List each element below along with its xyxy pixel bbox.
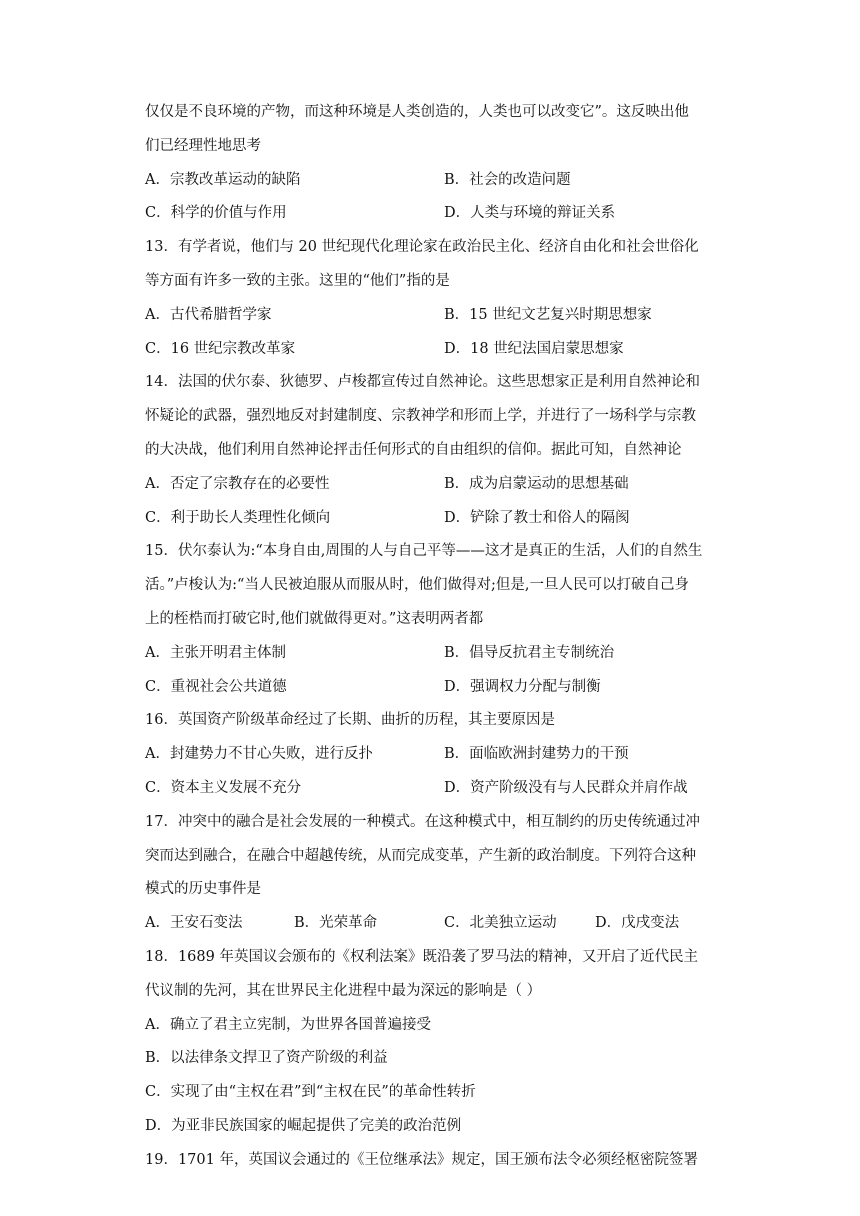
options-row xyxy=(145,907,720,941)
question-text-line: 活。”卢梭认为:“当人民被迫服从而服从时，他们做得对;但是,一旦人民可以打破自己身 xyxy=(145,577,689,594)
option-c: C．16 世纪宗教改革家 xyxy=(145,340,296,357)
option-d: D．为亚非民族国家的崛起提供了完美的政治范例 xyxy=(145,1117,462,1134)
options-row xyxy=(145,468,720,502)
question-19 xyxy=(145,1144,720,1178)
option-a: A．封建势力不甘心失败，进行反扑 xyxy=(145,746,373,763)
question-text-line: 19．1701 年，英国议会通过的《王位继承法》规定，国王颁布法令必须经枢密院签署 xyxy=(145,1151,698,1168)
option-a: A．确立了君主立宪制，为世界各国普遍接受 xyxy=(145,1016,431,1033)
option-b: B．15 世纪文艺复兴时期思想家 xyxy=(444,306,652,323)
option-c: C．科学的价值与作用 xyxy=(145,205,287,222)
question-17 xyxy=(145,806,720,941)
question-text-line: 们已经理性地思考 xyxy=(145,137,261,154)
options-row xyxy=(145,738,720,772)
options-row xyxy=(145,772,720,806)
question-text-line: 18．1689 年英国议会颁布的《权利法案》既沿袭了罗马法的精神，又开启了近代民主 xyxy=(145,948,698,965)
option-a: A．否定了宗教存在的必要性 xyxy=(145,475,330,492)
option-c: C．利于助长人类理性化倾向 xyxy=(145,509,331,526)
options-row xyxy=(145,299,720,333)
question-12-continuation xyxy=(145,96,720,231)
option-c: C．资本主义发展不充分 xyxy=(145,779,302,796)
option-d: D．资产阶级没有与人民群众并肩作战 xyxy=(444,779,688,796)
question-text-line: 代议制的先河，其在世界民主化进程中最为深远的影响是（ ） xyxy=(145,982,542,999)
question-13 xyxy=(145,231,720,366)
question-text-line: 模式的历史事件是 xyxy=(145,881,261,898)
options-row xyxy=(145,671,720,705)
option-b: B．成为启蒙运动的思想基础 xyxy=(444,475,629,492)
option-b: B．倡导反抗君主专制统治 xyxy=(444,644,615,661)
option-c: C．实现了由“主权在君”到“主权在民”的革命性转折 xyxy=(145,1084,476,1101)
option-c: C．北美独立运动 xyxy=(444,915,557,932)
options-row xyxy=(145,502,720,536)
option-d: D．强调权力分配与制衡 xyxy=(444,678,601,695)
options-row xyxy=(145,333,720,367)
question-text-line: 上的桎梏而打破它时,他们就做得更对。”这表明两者都 xyxy=(145,610,484,627)
question-14 xyxy=(145,366,720,535)
option-c: C．重视社会公共道德 xyxy=(145,678,287,695)
question-text-line: 的大决战，他们利用自然神论抨击任何形式的自由组织的信仰。据此可知，自然神论 xyxy=(145,441,682,458)
question-text-line: 仅仅是不良环境的产物，而这种环境是人类创造的，人类也可以改变它”。这反映出他 xyxy=(145,104,689,120)
options-row xyxy=(145,164,720,198)
question-content xyxy=(145,96,720,1178)
option-b: B．社会的改造问题 xyxy=(444,171,571,188)
option-b: B．光荣革命 xyxy=(294,915,378,932)
options-row xyxy=(145,637,720,671)
option-a: A．主张开明君主体制 xyxy=(145,644,286,661)
option-b: B．以法律条文捍卫了资产阶级的利益 xyxy=(145,1050,388,1067)
option-a: A．宗教改革运动的缺陷 xyxy=(145,171,301,188)
question-text-line: 13．有学者说，他们与 20 世纪现代化理论家在政治民主化、经济自由化和社会世俗化 xyxy=(145,239,699,256)
option-a: A．古代希腊哲学家 xyxy=(145,306,272,323)
question-16 xyxy=(145,704,720,805)
option-d: D．人类与环境的辩证关系 xyxy=(444,205,616,222)
question-18 xyxy=(145,941,720,1144)
question-text-line: 16．英国资产阶级革命经过了长期、曲折的历程，其主要原因是 xyxy=(145,712,555,729)
question-15 xyxy=(145,535,720,704)
option-d: D．戊戌变法 xyxy=(595,915,680,932)
option-b: B．面临欧洲封建势力的干预 xyxy=(444,746,629,763)
question-text-line: 17．冲突中的融合是社会发展的一种模式。在这种模式中，相互制约的历史传统通过冲 xyxy=(145,813,700,830)
question-text-line: 等方面有许多一致的主张。这里的“他们”指的是 xyxy=(145,272,450,289)
option-d: D．18 世纪法国启蒙思想家 xyxy=(444,340,624,357)
question-text-line: 怀疑论的武器，强烈地反对封建制度、宗教神学和形而上学，并进行了一场科学与宗教 xyxy=(145,408,696,425)
option-d: D．铲除了教士和俗人的隔阂 xyxy=(444,509,630,526)
question-text-line: 15．伏尔泰认为:“本身自由,周围的人与自己平等——这才是真正的生活，人们的自然生 xyxy=(145,543,703,560)
options-row xyxy=(145,197,720,231)
question-text-line: 14．法国的伏尔泰、狄德罗、卢梭都宣传过自然神论。这些思想家正是利用自然神论和 xyxy=(145,374,700,391)
question-text-line: 突而达到融合，在融合中超越传统，从而完成变革，产生新的政治制度。下列符合这种 xyxy=(145,847,696,864)
option-a: A．王安石变法 xyxy=(145,915,243,932)
